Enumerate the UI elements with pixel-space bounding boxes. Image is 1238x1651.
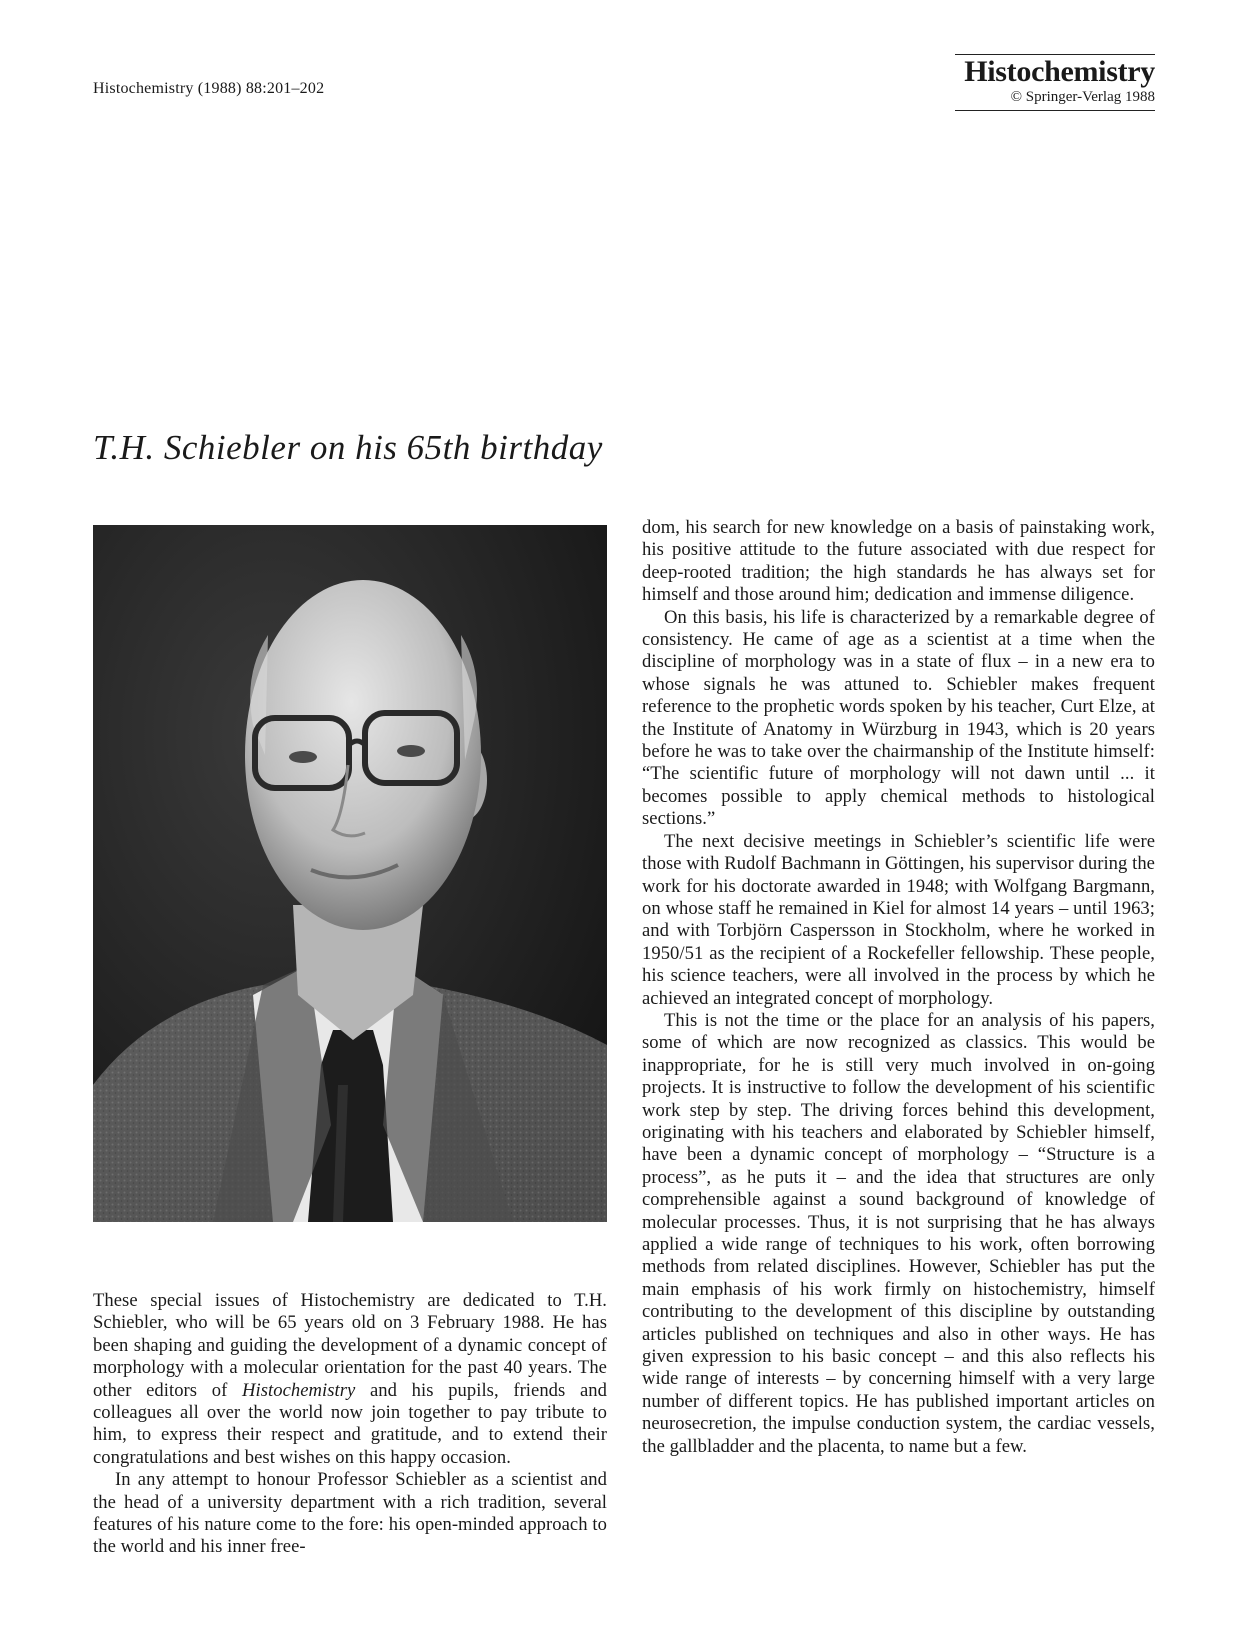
portrait-photo xyxy=(93,525,607,1222)
journal-name-italic: Histochemistry xyxy=(242,1379,356,1401)
paragraph: This is not the time or the place for an analysis of his papers, some of which are now recognized as classics. This would be inappropriate, for he is still very much involved in on-going projects. It is instructive to follow the development of his scientific work step by step. The driving forces behind this development, originating with his teachers and elaborated by Schiebler himself, have been a dynamic concept of morphology – “Structure is a process”, as he puts it – and the idea that structures are only comprehensible against a sound background of knowledge of molecular processes. Thus, it is not surprising that he has always applied a wide range of techniques to his work, often borrowing methods from related disciplines. However, Schiebler has put the main emphasis of his work firmly on histochemistry, himself contributing to the development of this discipline by outstanding articles published on techniques and also in other ways. He has given expression to his basic concept – and this also reflects his wide range of interests – by concerning himself with a very large number of different topics. He has published important articles on neurosecretion, the impulse conduction system, the cardiac vessels, the gallbladder and the placenta, to name but a few. xyxy=(642,1009,1155,1457)
masthead-copyright: © Springer-Verlag 1988 xyxy=(1010,89,1155,105)
journal-reference: Histochemistry (1988) 88:201–202 xyxy=(93,80,325,97)
article-title: T.H. Schiebler on his 65th birthday xyxy=(93,428,603,467)
paragraph: dom, his search for new knowledge on a basis of painstaking work, his positive attitude to the future associated with due respect for deep-rooted tradition; the high standards he has always set for himself and those around him; dedication and immense diligence. xyxy=(642,517,1155,606)
paragraph-text: and his pupils, friends and colleagues all over the world now join together to pay tribute to him, to express their respect and gratitude, and to extend their congratulations and best wishes on this happy occasion. xyxy=(93,1379,607,1468)
left-text-column xyxy=(93,1290,607,1559)
portrait-illustration xyxy=(93,525,607,1222)
paragraph: On this basis, his life is characterized by a remarkable degree of consistency. He came of age as a scientist at a time when the discipline of morphology was in a state of flux – in a new era to whose signals he was attuned to. Schiebler makes frequent reference to the prophetic words spoken by his teacher, Curt Elze, at the Institute of Anatomy in Würzburg in 1943, which is 20 years before he was to take over the chairmanship of the Institute himself: “The scientific future of morphology will not dawn until ... it becomes possible to apply chemical methods to histological sections.” xyxy=(642,606,1155,830)
paragraph: In any attempt to honour Professor Schiebler as a scientist and the head of a university department with a rich tradition, several features of his nature come to the fore: his open-minded approach to the world and his inner free- xyxy=(93,1469,607,1558)
paragraph-text: These special issues of Histochemistry are dedicated to T.H. Schiebler, who will be 65 years old on 3 February 1988. He has been shaping and guiding the development of a dynamic concept of morphology with a molecular orientation for the past 40 years. The other editors of xyxy=(93,1290,607,1401)
masthead-title: Histochemistry xyxy=(964,55,1155,88)
journal-masthead xyxy=(955,54,1155,111)
paragraph: The next decisive meetings in Schiebler’s scientific life were those with Rudolf Bachmann in Göttingen, his supervisor during the work for his doctorate awarded in 1948; with Wolfgang Bargmann, on whose staff he remained in Kiel for almost 14 years – until 1963; and with Torbjörn Caspersson in Stockholm, where he worked in 1950/51 as the recipient of a Rockefeller fellowship. These people, his science teachers, were all involved in the process by which he achieved an integrated concept of morphology. xyxy=(642,830,1155,1009)
right-text-column xyxy=(642,517,1155,1458)
paragraph xyxy=(93,1290,607,1469)
